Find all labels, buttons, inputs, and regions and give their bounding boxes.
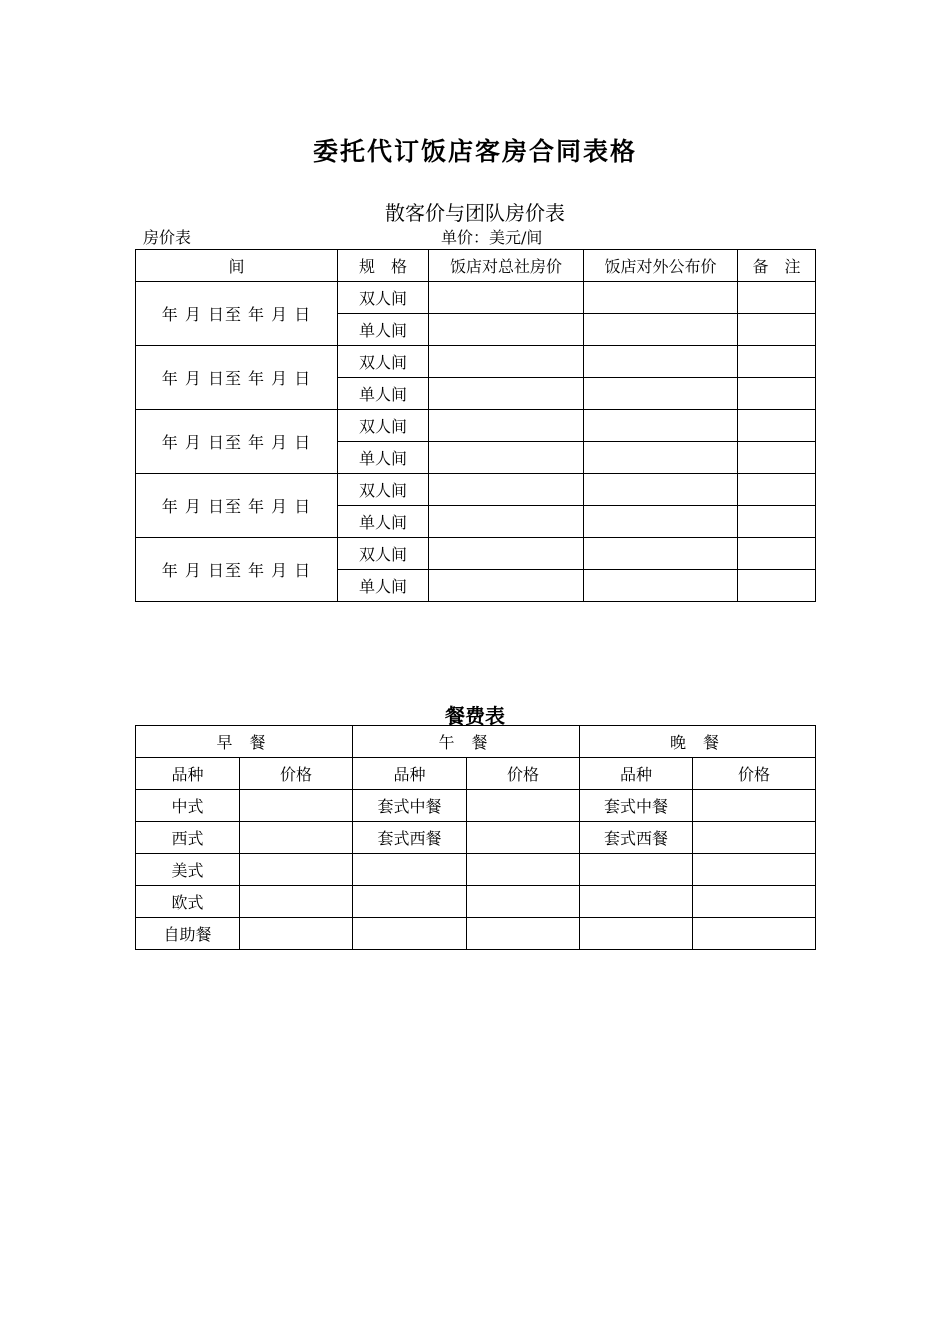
remarks-cell[interactable] [738, 570, 816, 602]
room-type-cell: 单人间 [338, 506, 429, 538]
breakfast-item-cell: 自助餐 [136, 918, 240, 950]
dinner-price-cell[interactable] [693, 886, 816, 918]
column-header-price: 价格 [693, 758, 816, 790]
breakfast-item-cell: 西式 [136, 822, 240, 854]
column-header-period: 间 [136, 250, 338, 282]
room-type-cell: 双人间 [338, 410, 429, 442]
group-header-dinner: 晚 餐 [580, 726, 816, 758]
room-type-cell: 单人间 [338, 442, 429, 474]
remarks-cell[interactable] [738, 378, 816, 410]
lunch-price-cell[interactable] [467, 886, 580, 918]
room-price-unit: 单价：美元/间 [441, 228, 543, 247]
agency-rate-cell[interactable] [429, 410, 584, 442]
lunch-item-cell[interactable] [353, 886, 467, 918]
breakfast-item-cell: 美式 [136, 854, 240, 886]
dinner-item-cell: 套式中餐 [580, 790, 693, 822]
agency-rate-cell[interactable] [429, 474, 584, 506]
meal-table-title: 餐费表 [445, 704, 505, 728]
column-header-remarks: 备 注 [738, 250, 816, 282]
room-type-cell: 单人间 [338, 314, 429, 346]
column-header-room-type: 规 格 [338, 250, 429, 282]
remarks-cell[interactable] [738, 506, 816, 538]
column-header-item: 品种 [353, 758, 467, 790]
date-range-cell: 年 月 日至 年 月 日 [136, 410, 338, 474]
breakfast-price-cell[interactable] [240, 854, 353, 886]
column-header-agency-rate: 饭店对总社房价 [429, 250, 584, 282]
dinner-item-cell[interactable] [580, 918, 693, 950]
lunch-price-cell[interactable] [467, 790, 580, 822]
table-row [136, 854, 816, 886]
table-row [136, 410, 816, 442]
table-row [136, 822, 816, 854]
column-header-price: 价格 [240, 758, 353, 790]
table-row [136, 886, 816, 918]
lunch-item-cell[interactable] [353, 918, 467, 950]
rack-rate-cell[interactable] [584, 410, 738, 442]
dinner-price-cell[interactable] [693, 790, 816, 822]
breakfast-item-cell: 欧式 [136, 886, 240, 918]
lunch-price-cell[interactable] [467, 918, 580, 950]
room-type-cell: 双人间 [338, 282, 429, 314]
meal-price-table [135, 725, 816, 950]
room-type-cell: 单人间 [338, 378, 429, 410]
rack-rate-cell[interactable] [584, 378, 738, 410]
lunch-price-cell[interactable] [467, 854, 580, 886]
room-price-table [135, 249, 816, 602]
rack-rate-cell[interactable] [584, 282, 738, 314]
remarks-cell[interactable] [738, 314, 816, 346]
remarks-cell[interactable] [738, 538, 816, 570]
table-row [136, 474, 816, 506]
rack-rate-cell[interactable] [584, 346, 738, 378]
dinner-item-cell: 套式西餐 [580, 822, 693, 854]
remarks-cell[interactable] [738, 474, 816, 506]
lunch-price-cell[interactable] [467, 822, 580, 854]
table-row [136, 918, 816, 950]
group-header-breakfast: 早 餐 [136, 726, 353, 758]
room-price-table-title: 散客价与团队房价表 [385, 201, 565, 225]
agency-rate-cell[interactable] [429, 346, 584, 378]
dinner-item-cell[interactable] [580, 886, 693, 918]
room-price-caption: 房价表 [143, 228, 192, 247]
breakfast-price-cell[interactable] [240, 790, 353, 822]
breakfast-price-cell[interactable] [240, 918, 353, 950]
column-header-item: 品种 [136, 758, 240, 790]
date-range-cell: 年 月 日至 年 月 日 [136, 282, 338, 346]
remarks-cell[interactable] [738, 282, 816, 314]
agency-rate-cell[interactable] [429, 538, 584, 570]
lunch-item-cell: 套式西餐 [353, 822, 467, 854]
table-row [136, 282, 816, 314]
agency-rate-cell[interactable] [429, 506, 584, 538]
date-range-cell: 年 月 日至 年 月 日 [136, 346, 338, 410]
agency-rate-cell[interactable] [429, 378, 584, 410]
rack-rate-cell[interactable] [584, 506, 738, 538]
remarks-cell[interactable] [738, 410, 816, 442]
group-header-lunch: 午 餐 [353, 726, 580, 758]
date-range-cell: 年 月 日至 年 月 日 [136, 474, 338, 538]
table-header-row [136, 250, 816, 282]
remarks-cell[interactable] [738, 442, 816, 474]
room-type-cell: 单人间 [338, 570, 429, 602]
meal-group-header-row [136, 726, 816, 758]
table-row [136, 790, 816, 822]
rack-rate-cell[interactable] [584, 314, 738, 346]
meal-subheader-row [136, 758, 816, 790]
column-header-rack-rate: 饭店对外公布价 [584, 250, 738, 282]
remarks-cell[interactable] [738, 346, 816, 378]
agency-rate-cell[interactable] [429, 442, 584, 474]
breakfast-item-cell: 中式 [136, 790, 240, 822]
lunch-item-cell[interactable] [353, 854, 467, 886]
rack-rate-cell[interactable] [584, 570, 738, 602]
date-range-cell: 年 月 日至 年 月 日 [136, 538, 338, 602]
agency-rate-cell[interactable] [429, 282, 584, 314]
dinner-price-cell[interactable] [693, 854, 816, 886]
breakfast-price-cell[interactable] [240, 822, 353, 854]
agency-rate-cell[interactable] [429, 314, 584, 346]
dinner-price-cell[interactable] [693, 822, 816, 854]
room-type-cell: 双人间 [338, 538, 429, 570]
lunch-item-cell: 套式中餐 [353, 790, 467, 822]
rack-rate-cell[interactable] [584, 442, 738, 474]
agency-rate-cell[interactable] [429, 570, 584, 602]
dinner-price-cell[interactable] [693, 918, 816, 950]
column-header-price: 价格 [467, 758, 580, 790]
rack-rate-cell[interactable] [584, 474, 738, 506]
table-row [136, 346, 816, 378]
column-header-item: 品种 [580, 758, 693, 790]
rack-rate-cell[interactable] [584, 538, 738, 570]
document-title: 委托代订饭店客房合同表格 [312, 137, 637, 166]
room-type-cell: 双人间 [338, 474, 429, 506]
room-type-cell: 双人间 [338, 346, 429, 378]
breakfast-price-cell[interactable] [240, 886, 353, 918]
table-row [136, 538, 816, 570]
dinner-item-cell[interactable] [580, 854, 693, 886]
